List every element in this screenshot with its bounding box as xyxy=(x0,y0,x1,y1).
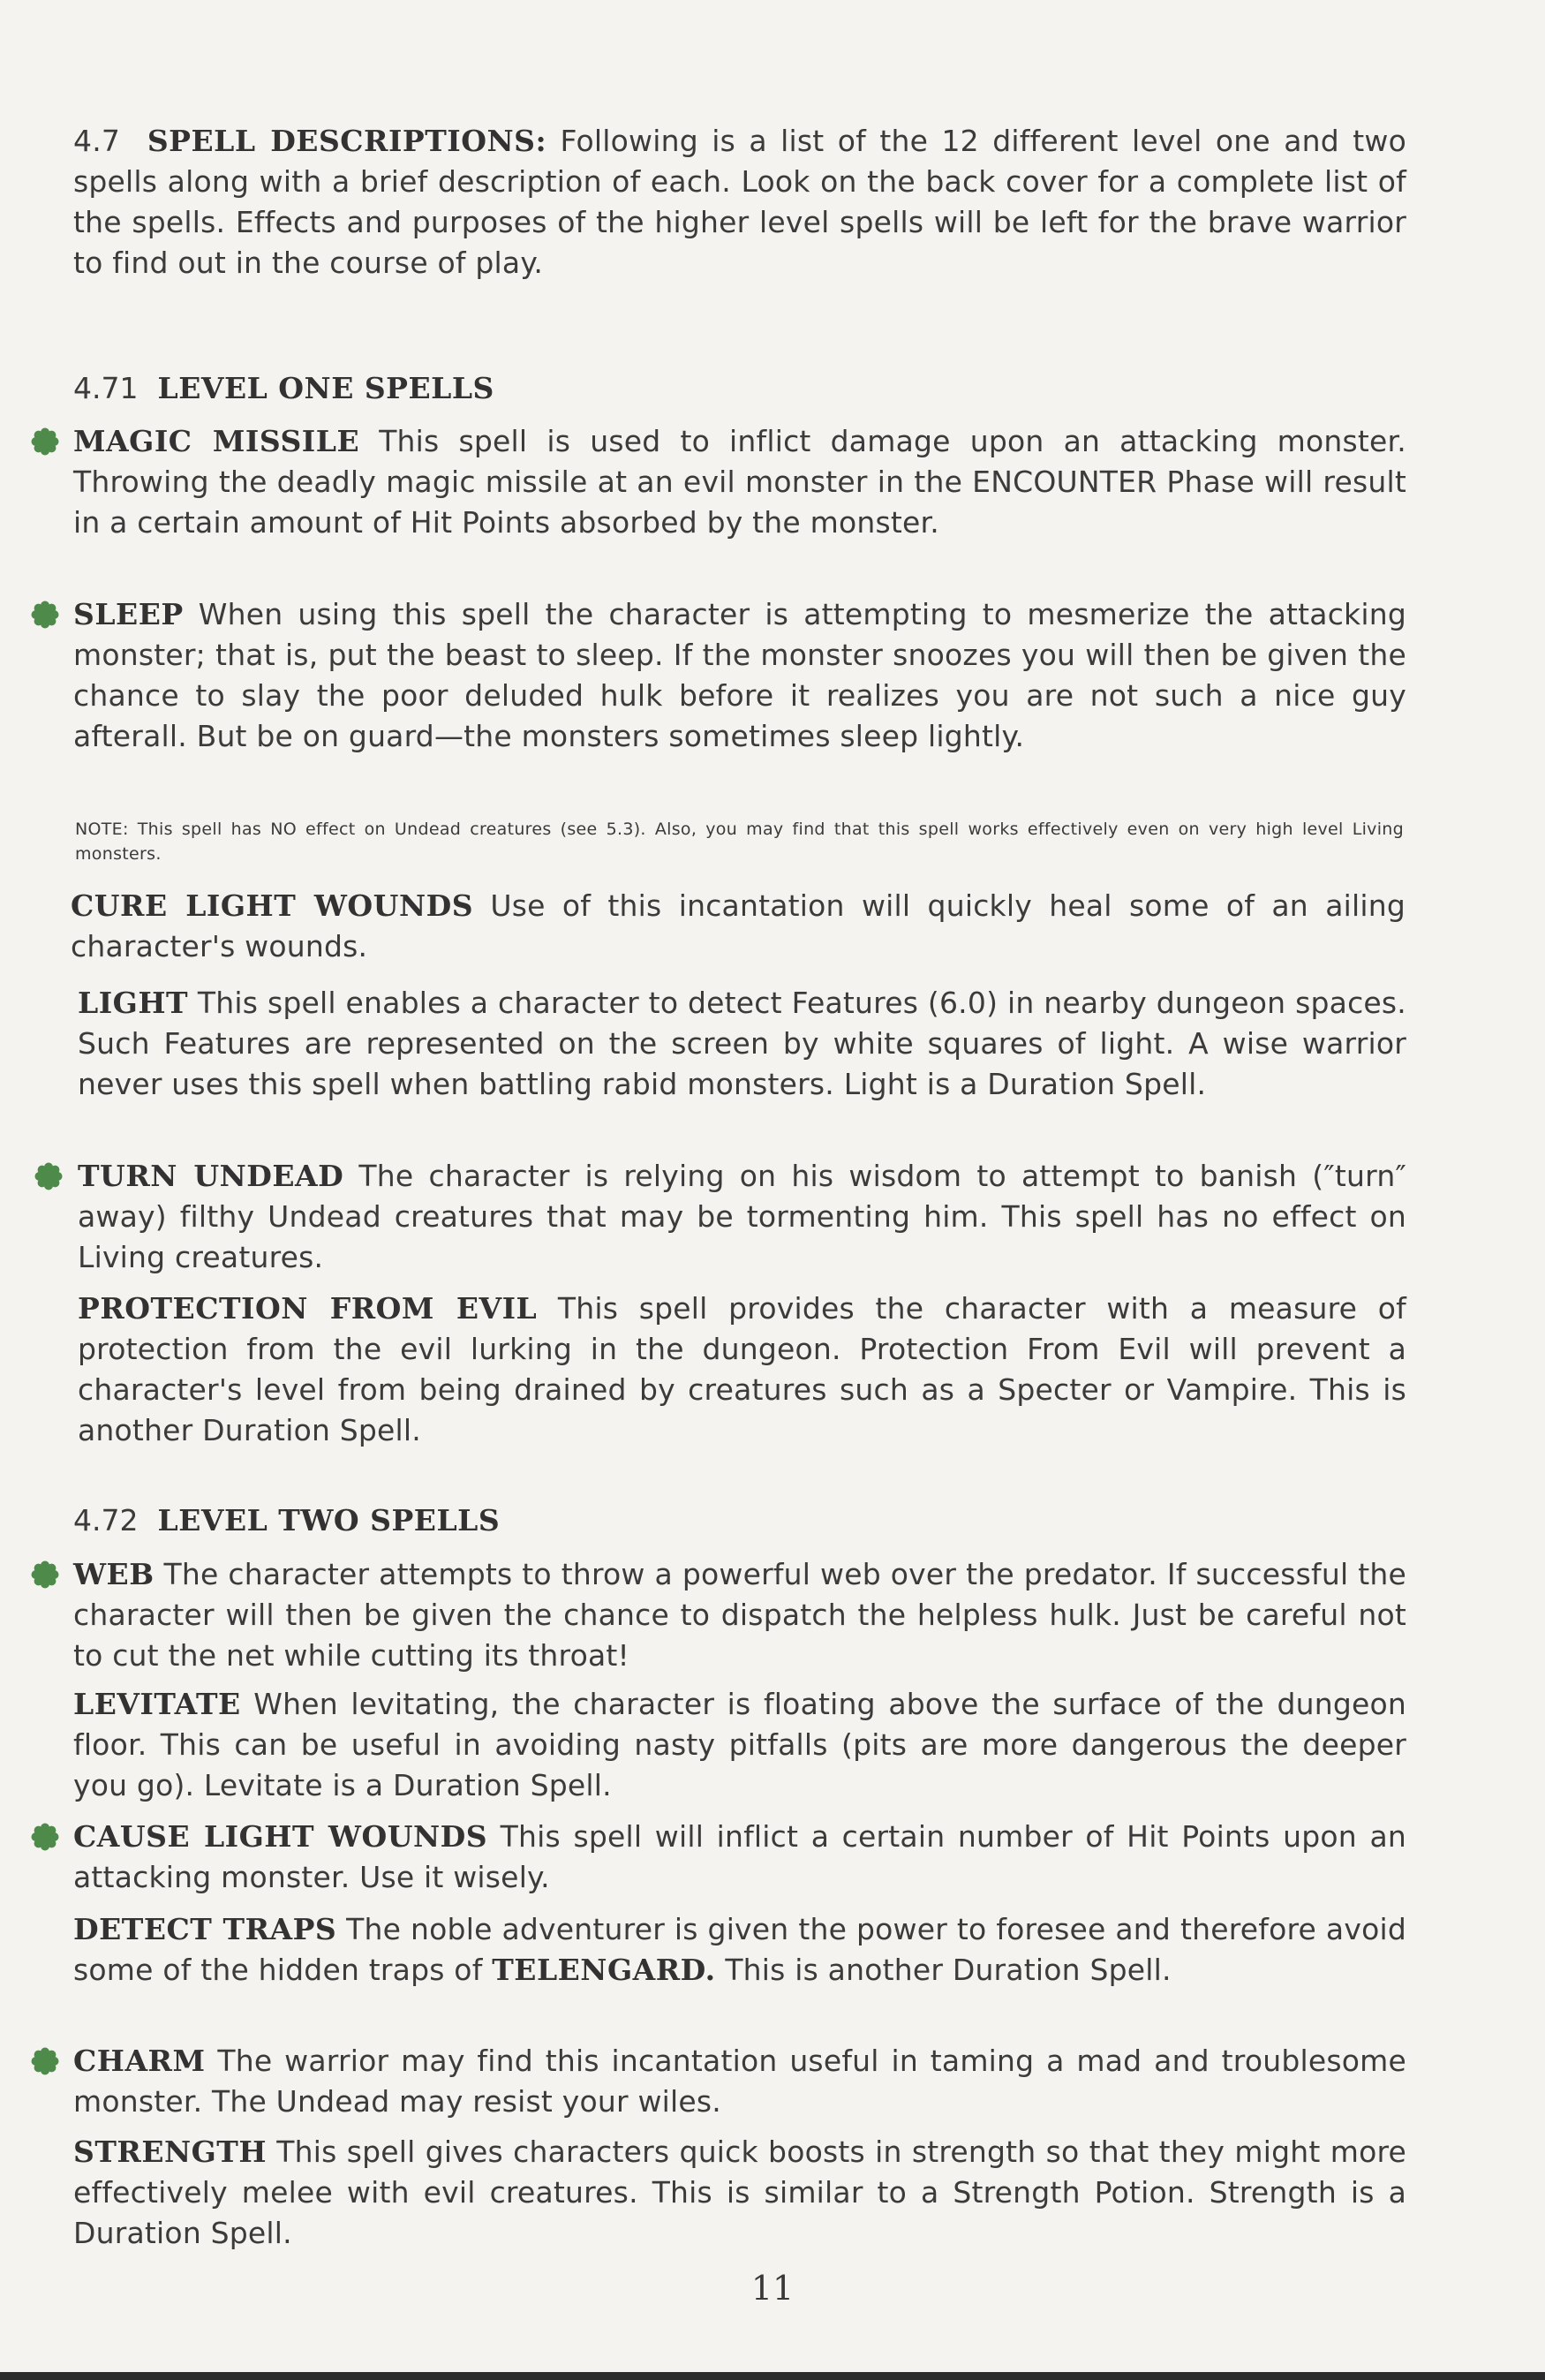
spell-name: LEVITATE xyxy=(73,1687,241,1721)
scan-bottom-edge xyxy=(0,2372,1545,2380)
spell-detect-traps xyxy=(73,1909,1406,1991)
game-title-emphasis: TELENGARD. xyxy=(492,1953,716,1987)
spell-name: CURE LIGHT WOUNDS xyxy=(71,888,474,923)
spell-protection-from-evil xyxy=(78,1288,1406,1451)
intro-title: SPELL DESCRIPTIONS: xyxy=(147,124,547,158)
spell-levitate xyxy=(73,1684,1406,1806)
spell-name: TURN UNDEAD xyxy=(78,1159,344,1193)
spell-turn-undead xyxy=(78,1156,1406,1278)
spell-name: DETECT TRAPS xyxy=(73,1912,337,1946)
intro-text: Following is a list of the 12 different level one and two spells along with a brief description of each. Look on the back cover for a complete list of the spells. Effects and purposes of the higher level spells will be left for the brave warrior to find out in the course of play. xyxy=(73,124,1406,280)
green-flower-icon xyxy=(30,427,60,457)
spell-light xyxy=(78,983,1406,1105)
spell-cure-light-wounds xyxy=(71,886,1406,967)
page-number: 11 xyxy=(750,2269,795,2308)
spell-name: MAGIC MISSILE xyxy=(73,424,360,458)
spell-name: STRENGTH xyxy=(73,2134,268,2169)
level-one-title: LEVEL ONE SPELLS xyxy=(157,371,494,405)
spell-magic-missile xyxy=(73,421,1406,543)
spell-text: The character is relying on his wisdom to attempt to banish (″turn″ away) filthy Undead creatures that may be tormenting him. This spell has no effect on Living creatures. xyxy=(78,1159,1406,1274)
spell-name: SLEEP xyxy=(73,597,184,631)
level-two-title: LEVEL TWO SPELLS xyxy=(157,1503,501,1538)
level-one-number: 4.71 xyxy=(73,371,139,405)
spell-name: PROTECTION FROM EVIL xyxy=(78,1291,538,1326)
green-flower-icon xyxy=(30,600,60,630)
level-one-heading xyxy=(73,368,494,409)
spell-name: WEB xyxy=(73,1557,154,1591)
green-flower-icon xyxy=(30,1822,60,1852)
green-flower-icon xyxy=(30,2046,60,2076)
spell-text: This spell is used to inflict damage upon an attacking monster. Throwing the deadly magic missile at an evil monster in the ENCOUNTER Phase will result in a certain amount of Hit Points absorbed by the monster. xyxy=(73,424,1406,540)
spell-name: LIGHT xyxy=(78,986,189,1020)
intro-number: 4.7 xyxy=(73,124,121,158)
level-two-number: 4.72 xyxy=(73,1503,139,1538)
spell-web xyxy=(73,1554,1406,1676)
intro-paragraph xyxy=(73,121,1406,283)
spell-cause-light-wounds xyxy=(73,1817,1406,1898)
green-flower-icon xyxy=(30,1560,60,1590)
spell-text: This spell enables a character to detect Features (6.0) in nearby dungeon spaces. Such Features are represented on the screen by white squares of light. A wise warrior never uses this spell when battling rabid monsters. Light is a Duration Spell. xyxy=(78,986,1406,1101)
spell-text: The character attempts to throw a powerful web over the predator. If successful the character will then be given the chance to dispatch the helpless hulk. Just be careful not to cut the net while cutting its throat! xyxy=(73,1557,1406,1673)
spell-text: Use of this incantation will quickly heal some of an ailing character's wounds. xyxy=(71,888,1406,963)
spell-text: This spell will inflict a certain number of Hit Points upon an attacking monster. Use it wisely. xyxy=(73,1819,1406,1894)
spell-charm xyxy=(73,2041,1406,2122)
spell-strength xyxy=(73,2132,1406,2254)
spell-text: The warrior may find this incantation useful in taming a mad and troublesome monster. The Undead may resist your wiles. xyxy=(73,2044,1406,2119)
spell-text: When levitating, the character is floating above the surface of the dungeon floor. This can be useful in avoiding nasty pitfalls (pits are more dangerous the deeper you go). Levitate is a Duration Spell. xyxy=(73,1687,1406,1802)
spell-text: This is another Duration Spell. xyxy=(725,1953,1172,1987)
spell-sleep xyxy=(73,594,1406,757)
spell-name: CAUSE LIGHT WOUNDS xyxy=(73,1819,488,1854)
spell-text: The noble adventurer is given the power to foresee and therefore avoid some of the hidden traps of xyxy=(73,1912,1406,1987)
spell-name: CHARM xyxy=(73,2044,206,2078)
spell-text: When using this spell the character is attempting to mesmerize the attacking monster; that is, put the beast to sleep. If the monster snoozes you will then be given the chance to slay the poor deluded hulk before it realizes you are not such a nice guy afterall. But be on guard—the monsters sometimes sleep lightly. xyxy=(73,597,1406,753)
level-two-heading xyxy=(73,1500,500,1541)
spell-text: This spell gives characters quick boosts in strength so that they might more effectively melee with evil creatures. This is similar to a Strength Potion. Strength is a Duration Spell. xyxy=(73,2134,1406,2250)
sleep-note: NOTE: This spell has NO effect on Undead creatures (see 5.3). Also, you may find that this spell works effectively even on very high level Living monsters. xyxy=(75,820,1404,864)
green-flower-icon xyxy=(34,1161,64,1191)
spell-text: This spell provides the character with a measure of protection from the evil lurking in the dungeon. Protection From Evil will prevent a character's level from being drained by creatures such as a Specter or Vampire. This is another Duration Spell. xyxy=(78,1291,1406,1447)
